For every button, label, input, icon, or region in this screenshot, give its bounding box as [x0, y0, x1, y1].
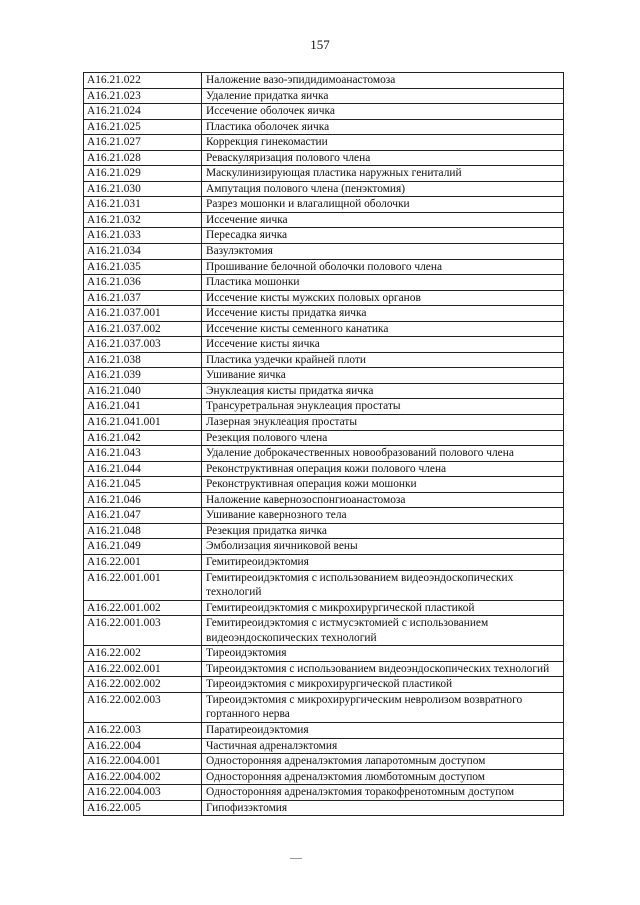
procedure-code-cell: A16.21.039: [84, 368, 202, 384]
procedure-code-cell: A16.21.036: [84, 275, 202, 291]
procedure-name-cell: Реваскуляризация полового члена: [202, 150, 564, 166]
table-row: [84, 383, 564, 399]
table-row: [84, 306, 564, 322]
procedure-name-cell: Односторонняя адреналэктомия люмботомным доступом: [202, 769, 564, 785]
procedure-codes-body: [84, 73, 564, 816]
table-row: [84, 754, 564, 770]
procedure-name-cell: Гемитиреоидэктомия с истмусэктомией с использованием видеоэндоскопических технологий: [202, 616, 564, 646]
procedure-code-cell: A16.21.034: [84, 244, 202, 260]
procedure-code-cell: A16.21.025: [84, 119, 202, 135]
procedure-codes-table: [83, 72, 564, 816]
table-row: [84, 275, 564, 291]
table-row: [84, 337, 564, 353]
procedure-name-cell: Лазерная энуклеация простаты: [202, 415, 564, 431]
table-row: [84, 321, 564, 337]
procedure-code-cell: A16.21.044: [84, 461, 202, 477]
procedure-code-cell: A16.21.042: [84, 430, 202, 446]
table-row: [84, 368, 564, 384]
table-row: [84, 539, 564, 555]
procedure-code-cell: A16.21.048: [84, 523, 202, 539]
procedure-code-cell: A16.21.045: [84, 477, 202, 493]
procedure-name-cell: Односторонняя адреналэктомия торакофренотомным доступом: [202, 785, 564, 801]
procedure-name-cell: Иссечение кисты семенного канатика: [202, 321, 564, 337]
table-row: [84, 88, 564, 104]
procedure-code-cell: A16.21.041.001: [84, 415, 202, 431]
procedure-name-cell: Резекция придатка яичка: [202, 523, 564, 539]
procedure-code-cell: A16.21.037.003: [84, 337, 202, 353]
procedure-code-cell: A16.22.002.001: [84, 661, 202, 677]
procedure-code-cell: A16.22.001.002: [84, 600, 202, 616]
table-row: [84, 150, 564, 166]
table-row: [84, 399, 564, 415]
procedure-code-cell: A16.21.041: [84, 399, 202, 415]
table-row: [84, 661, 564, 677]
procedure-code-cell: A16.21.032: [84, 212, 202, 228]
procedure-name-cell: Наложение вазо-эпидидимоанастомоза: [202, 73, 564, 89]
procedure-name-cell: Иссечение яичка: [202, 212, 564, 228]
procedure-name-cell: Паратиреоидэктомия: [202, 722, 564, 738]
table-row: [84, 430, 564, 446]
procedure-code-cell: A16.21.037.001: [84, 306, 202, 322]
table-row: [84, 461, 564, 477]
table-row: [84, 181, 564, 197]
procedure-name-cell: Удаление придатка яичка: [202, 88, 564, 104]
procedure-name-cell: Иссечение оболочек яичка: [202, 104, 564, 120]
procedure-name-cell: Тиреоидэктомия: [202, 646, 564, 662]
procedure-name-cell: Реконструктивная операция кожи мошонки: [202, 477, 564, 493]
procedure-code-cell: A16.21.035: [84, 259, 202, 275]
table-row: [84, 244, 564, 260]
procedure-code-cell: A16.21.024: [84, 104, 202, 120]
procedure-name-cell: Пластика мошонки: [202, 275, 564, 291]
page-number: 157: [310, 37, 330, 52]
procedure-code-cell: A16.21.037: [84, 290, 202, 306]
procedure-name-cell: Пластика оболочек яичка: [202, 119, 564, 135]
procedure-name-cell: Иссечение кисты яичка: [202, 337, 564, 353]
procedure-code-cell: A16.22.001.003: [84, 616, 202, 646]
procedure-name-cell: Гипофизэктомия: [202, 800, 564, 816]
table-row: [84, 722, 564, 738]
table-row: [84, 769, 564, 785]
table-row: [84, 692, 564, 722]
table-row: [84, 677, 564, 693]
procedure-code-cell: A16.21.047: [84, 508, 202, 524]
procedure-name-cell: Прошивание белочной оболочки полового члена: [202, 259, 564, 275]
table-row: [84, 646, 564, 662]
procedure-name-cell: Трансуретральная энуклеация простаты: [202, 399, 564, 415]
table-row: [84, 523, 564, 539]
procedure-name-cell: Частичная адреналэктомия: [202, 738, 564, 754]
procedure-code-cell: A16.22.003: [84, 722, 202, 738]
procedure-name-cell: Наложение кавернозоспонгиоанастомоза: [202, 492, 564, 508]
procedure-name-cell: Резекция полового члена: [202, 430, 564, 446]
table-row: [84, 135, 564, 151]
table-row: [84, 492, 564, 508]
procedure-code-cell: A16.22.004.003: [84, 785, 202, 801]
table-row: [84, 415, 564, 431]
procedure-name-cell: Ушивание кавернозного тела: [202, 508, 564, 524]
procedure-code-cell: A16.22.004.002: [84, 769, 202, 785]
procedure-name-cell: Пластика уздечки крайней плоти: [202, 352, 564, 368]
procedure-code-cell: A16.22.002.003: [84, 692, 202, 722]
procedure-name-cell: Гемитиреоидэктомия с микрохирургической пластикой: [202, 600, 564, 616]
procedure-name-cell: Эмболизация яичниковой вены: [202, 539, 564, 555]
procedure-name-cell: Ампутация полового члена (пенэктомия): [202, 181, 564, 197]
procedure-code-cell: A16.21.040: [84, 383, 202, 399]
procedure-code-cell: A16.21.033: [84, 228, 202, 244]
table-row: [84, 508, 564, 524]
procedure-code-cell: A16.22.002: [84, 646, 202, 662]
procedure-name-cell: Пересадка яичка: [202, 228, 564, 244]
table-row: [84, 352, 564, 368]
procedure-code-cell: A16.21.046: [84, 492, 202, 508]
procedure-name-cell: Удаление доброкачественных новообразований полового члена: [202, 446, 564, 462]
procedure-name-cell: Вазулэктомия: [202, 244, 564, 260]
procedure-code-cell: A16.22.002.002: [84, 677, 202, 693]
table-row: [84, 554, 564, 570]
procedure-code-cell: A16.21.027: [84, 135, 202, 151]
table-row: [84, 600, 564, 616]
table-row: [84, 800, 564, 816]
procedure-name-cell: Маскулинизирующая пластика наружных гениталий: [202, 166, 564, 182]
procedure-name-cell: Реконструктивная операция кожи полового члена: [202, 461, 564, 477]
procedure-code-cell: A16.22.005: [84, 800, 202, 816]
procedure-name-cell: Ушивание яичка: [202, 368, 564, 384]
table-row: [84, 290, 564, 306]
table-row: [84, 738, 564, 754]
procedure-name-cell: Односторонняя адреналэктомия лапаротомным доступом: [202, 754, 564, 770]
table-row: [84, 477, 564, 493]
procedure-name-cell: Иссечение кисты мужских половых органов: [202, 290, 564, 306]
table-row: [84, 259, 564, 275]
table-row: [84, 570, 564, 600]
procedure-code-cell: A16.22.004: [84, 738, 202, 754]
table-row: [84, 73, 564, 89]
procedure-code-cell: A16.22.004.001: [84, 754, 202, 770]
table-row: [84, 119, 564, 135]
procedure-name-cell: Тиреоидэктомия с микрохирургическим невролизом возвратного гортанного нерва: [202, 692, 564, 722]
procedure-name-cell: Коррекция гинекомастии: [202, 135, 564, 151]
procedure-name-cell: Гемитиреоидэктомия с использованием видеоэндоскопических технологий: [202, 570, 564, 600]
procedure-name-cell: Гемитиреоидэктомия: [202, 554, 564, 570]
table-row: [84, 104, 564, 120]
procedure-code-cell: A16.21.023: [84, 88, 202, 104]
procedure-name-cell: Иссечение кисты придатка яичка: [202, 306, 564, 322]
procedure-code-cell: A16.21.043: [84, 446, 202, 462]
procedure-code-cell: A16.21.029: [84, 166, 202, 182]
footer-dash: [290, 858, 302, 859]
table-row: [84, 166, 564, 182]
procedure-code-cell: A16.22.001: [84, 554, 202, 570]
procedure-name-cell: Энуклеация кисты придатка яичка: [202, 383, 564, 399]
table-row: [84, 212, 564, 228]
procedure-code-cell: A16.21.038: [84, 352, 202, 368]
procedure-name-cell: Тиреоидэктомия с использованием видеоэндоскопических технологий: [202, 661, 564, 677]
procedure-code-cell: A16.21.031: [84, 197, 202, 213]
table-row: [84, 785, 564, 801]
table-row: [84, 197, 564, 213]
table-row: [84, 446, 564, 462]
procedure-code-cell: A16.21.028: [84, 150, 202, 166]
table-row: [84, 616, 564, 646]
procedure-code-cell: A16.22.001.001: [84, 570, 202, 600]
table-row: [84, 228, 564, 244]
procedure-name-cell: Тиреоидэктомия с микрохирургической пластикой: [202, 677, 564, 693]
procedure-code-cell: A16.21.030: [84, 181, 202, 197]
procedure-code-cell: A16.21.037.002: [84, 321, 202, 337]
procedure-code-cell: A16.21.049: [84, 539, 202, 555]
procedure-code-cell: A16.21.022: [84, 73, 202, 89]
procedure-name-cell: Разрез мошонки и влагалищной оболочки: [202, 197, 564, 213]
